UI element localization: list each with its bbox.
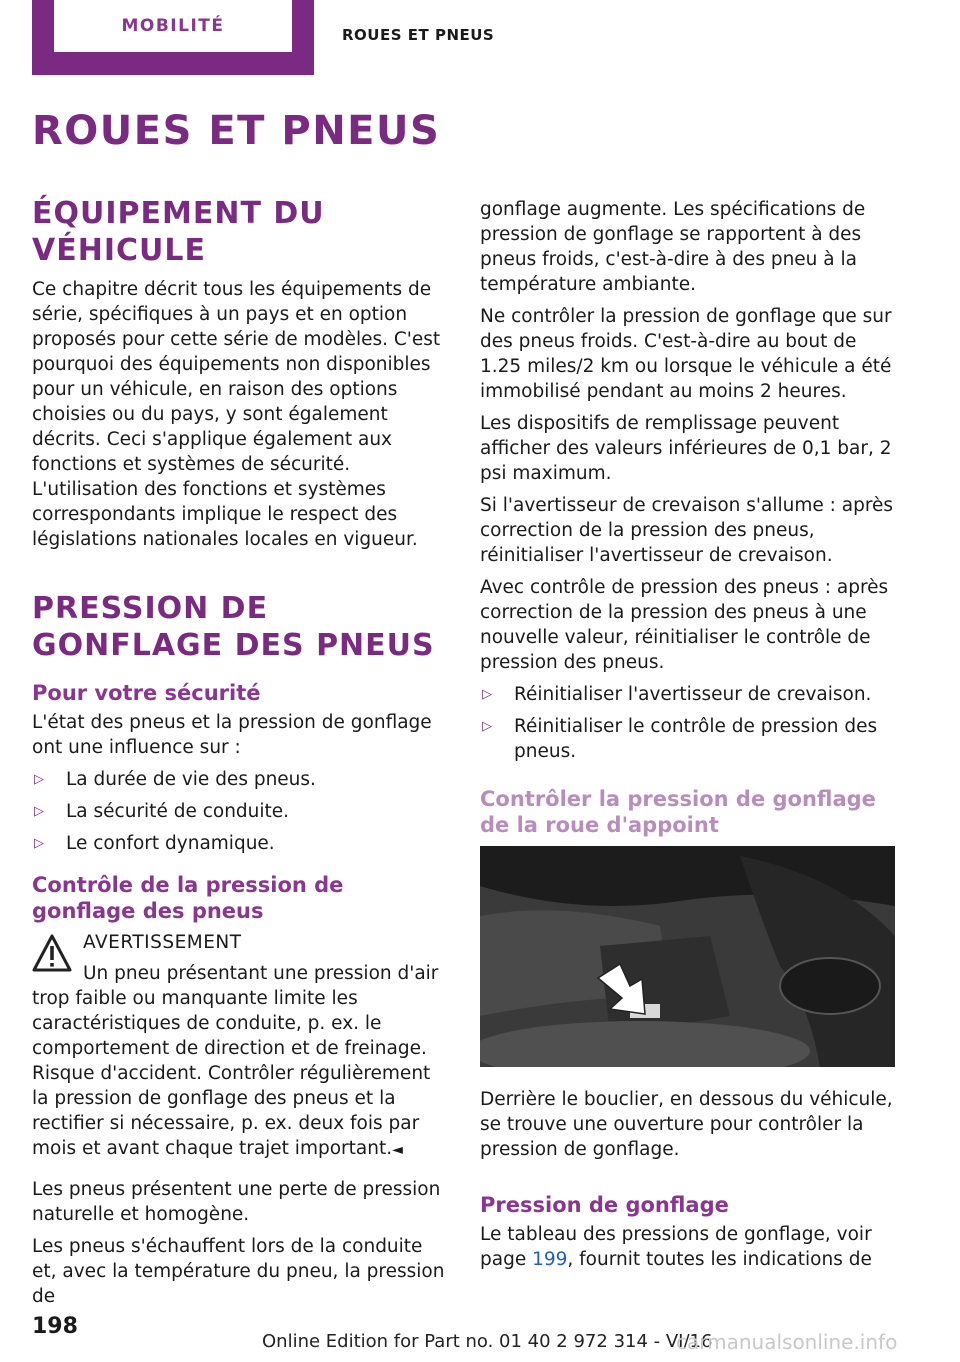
paragraph-tableau: Le tableau des pressions de gonflage, voir page 199, fournit toutes les indications de bbox=[480, 1224, 872, 1270]
watermark: carmanualsonline.info bbox=[676, 1330, 898, 1354]
paragraph-controler: Ne contrôler la pression de gonflage que sur des pneus froids. C'est-à-dire au bout de 1.25 miles/2 km ou lorsque le véhicule a été immobilisé pendant au moins 2 heures. bbox=[480, 306, 892, 402]
heading-securite: Pour votre sécurité bbox=[32, 681, 261, 705]
list-item: ▷ Réinitialiser le contrôle de pression des pneus. bbox=[482, 716, 878, 762]
tab-roues-et-pneus[interactable]: ROUES ET PNEUS bbox=[342, 26, 495, 44]
paragraph-avertisseur: Si l'avertisseur de crevaison s'allume : après correction de la pression des pneus, réinitialiser l'avertisseur de crevaison. bbox=[480, 495, 894, 566]
warning-text: Un pneu présentant une pression d'air trop faible ou manquante limite les caractéristiques de conduite, p. ex. le comportement de direction et de freinage. Risque d'accident. Contrôler régulièrement la pression de gonflage des pneus et la rectifier si nécessaire, p. ex. deux fois par mois et avant chaque trajet important.◄ bbox=[32, 963, 439, 1159]
warning-title: AVERTISSEMENT bbox=[83, 932, 242, 953]
edition-footer: Online Edition for Part no. 01 40 2 972 314 - VI/16 bbox=[262, 1331, 713, 1352]
heading-pression: PRESSION DE GONFLAGE DES PNEUS bbox=[32, 591, 435, 663]
page-link-199[interactable]: 199 bbox=[532, 1249, 568, 1270]
page-title: ROUES ET PNEUS bbox=[32, 108, 441, 154]
heading-controle: Contrôle de la pression de gonflage des pneus bbox=[32, 873, 344, 923]
paragraph-influence: L'état des pneus et la pression de gonflage ont une influence sur : bbox=[32, 712, 432, 758]
list-item: ▷ Le confort dynamique. bbox=[34, 833, 275, 854]
page-number: 198 bbox=[32, 1314, 78, 1339]
bullet-list-reset bbox=[480, 682, 898, 764]
triangle-bullet-icon: ▷ bbox=[482, 687, 492, 702]
paragraph-perte: Les pneus présentent une perte de pression naturelle et homogène. bbox=[32, 1179, 441, 1225]
heading-equipement: ÉQUIPEMENT DU VÉHICULE bbox=[32, 196, 325, 268]
end-mark-icon: ◄ bbox=[392, 1142, 403, 1158]
paragraph-gonflage: gonflage augmente. Les spécifications de pression de gonflage se rapportent à des pneus froids, c'est-à-dire à des pneu à la température ambiante. bbox=[480, 199, 866, 295]
left-column bbox=[32, 195, 450, 1316]
triangle-bullet-icon: ▷ bbox=[482, 719, 492, 734]
list-item: ▷ La durée de vie des pneus. bbox=[34, 769, 316, 790]
rear-bumper-photo bbox=[480, 846, 895, 1067]
list-item: ▷ Réinitialiser l'avertisseur de crevaison. bbox=[482, 684, 872, 705]
heading-pression-gonflage: Pression de gonflage bbox=[480, 1193, 729, 1217]
paragraph-dispositifs: Les dispositifs de remplissage peuvent afficher des valeurs inférieures de 0,1 bar, 2 psi maximum. bbox=[480, 413, 892, 484]
triangle-bullet-icon: ▷ bbox=[34, 804, 44, 819]
warning-block bbox=[32, 928, 450, 1163]
triangle-bullet-icon: ▷ bbox=[34, 836, 44, 851]
warning-triangle-icon bbox=[32, 934, 72, 972]
paragraph-bouclier: Derrière le bouclier, en dessous du véhicule, se trouve une ouverture pour contrôler la pression de gonflage. bbox=[480, 1089, 893, 1160]
list-item: ▷ La sécurité de conduite. bbox=[34, 801, 290, 822]
paragraph-equipement: Ce chapitre décrit tous les équipements de série, spécifiques à un pays et en option proposés pour cette série de modèles. C'est pourquoi des équipements non disponibles pour un véhicule, en raison des options choisies ou du pays, y sont également décrits. Ceci s'applique également aux fonctions et systèmes de sécurité. L'utilisation des fonctions et systèmes correspondants implique le respect des législations nationales locales en vigueur. bbox=[32, 279, 441, 550]
triangle-bullet-icon: ▷ bbox=[34, 772, 44, 787]
paragraph-chauffe: Les pneus s'échauffent lors de la conduite et, avec la température du pneu, la pression de bbox=[32, 1236, 445, 1307]
heading-appoint: Contrôler la pression de gonflage de la roue d'appoint bbox=[480, 787, 876, 837]
tab-mobilite[interactable] bbox=[32, 0, 314, 75]
right-column bbox=[480, 197, 898, 1279]
bullet-list-influence bbox=[32, 767, 450, 856]
tab-mobilite-label: MOBILITÉ bbox=[54, 0, 292, 52]
paragraph-avec: Avec contrôle de pression des pneus : après correction de la pression des pneus à une nouvelle valeur, réinitialiser le contrôle de pression des pneus. bbox=[480, 577, 889, 673]
